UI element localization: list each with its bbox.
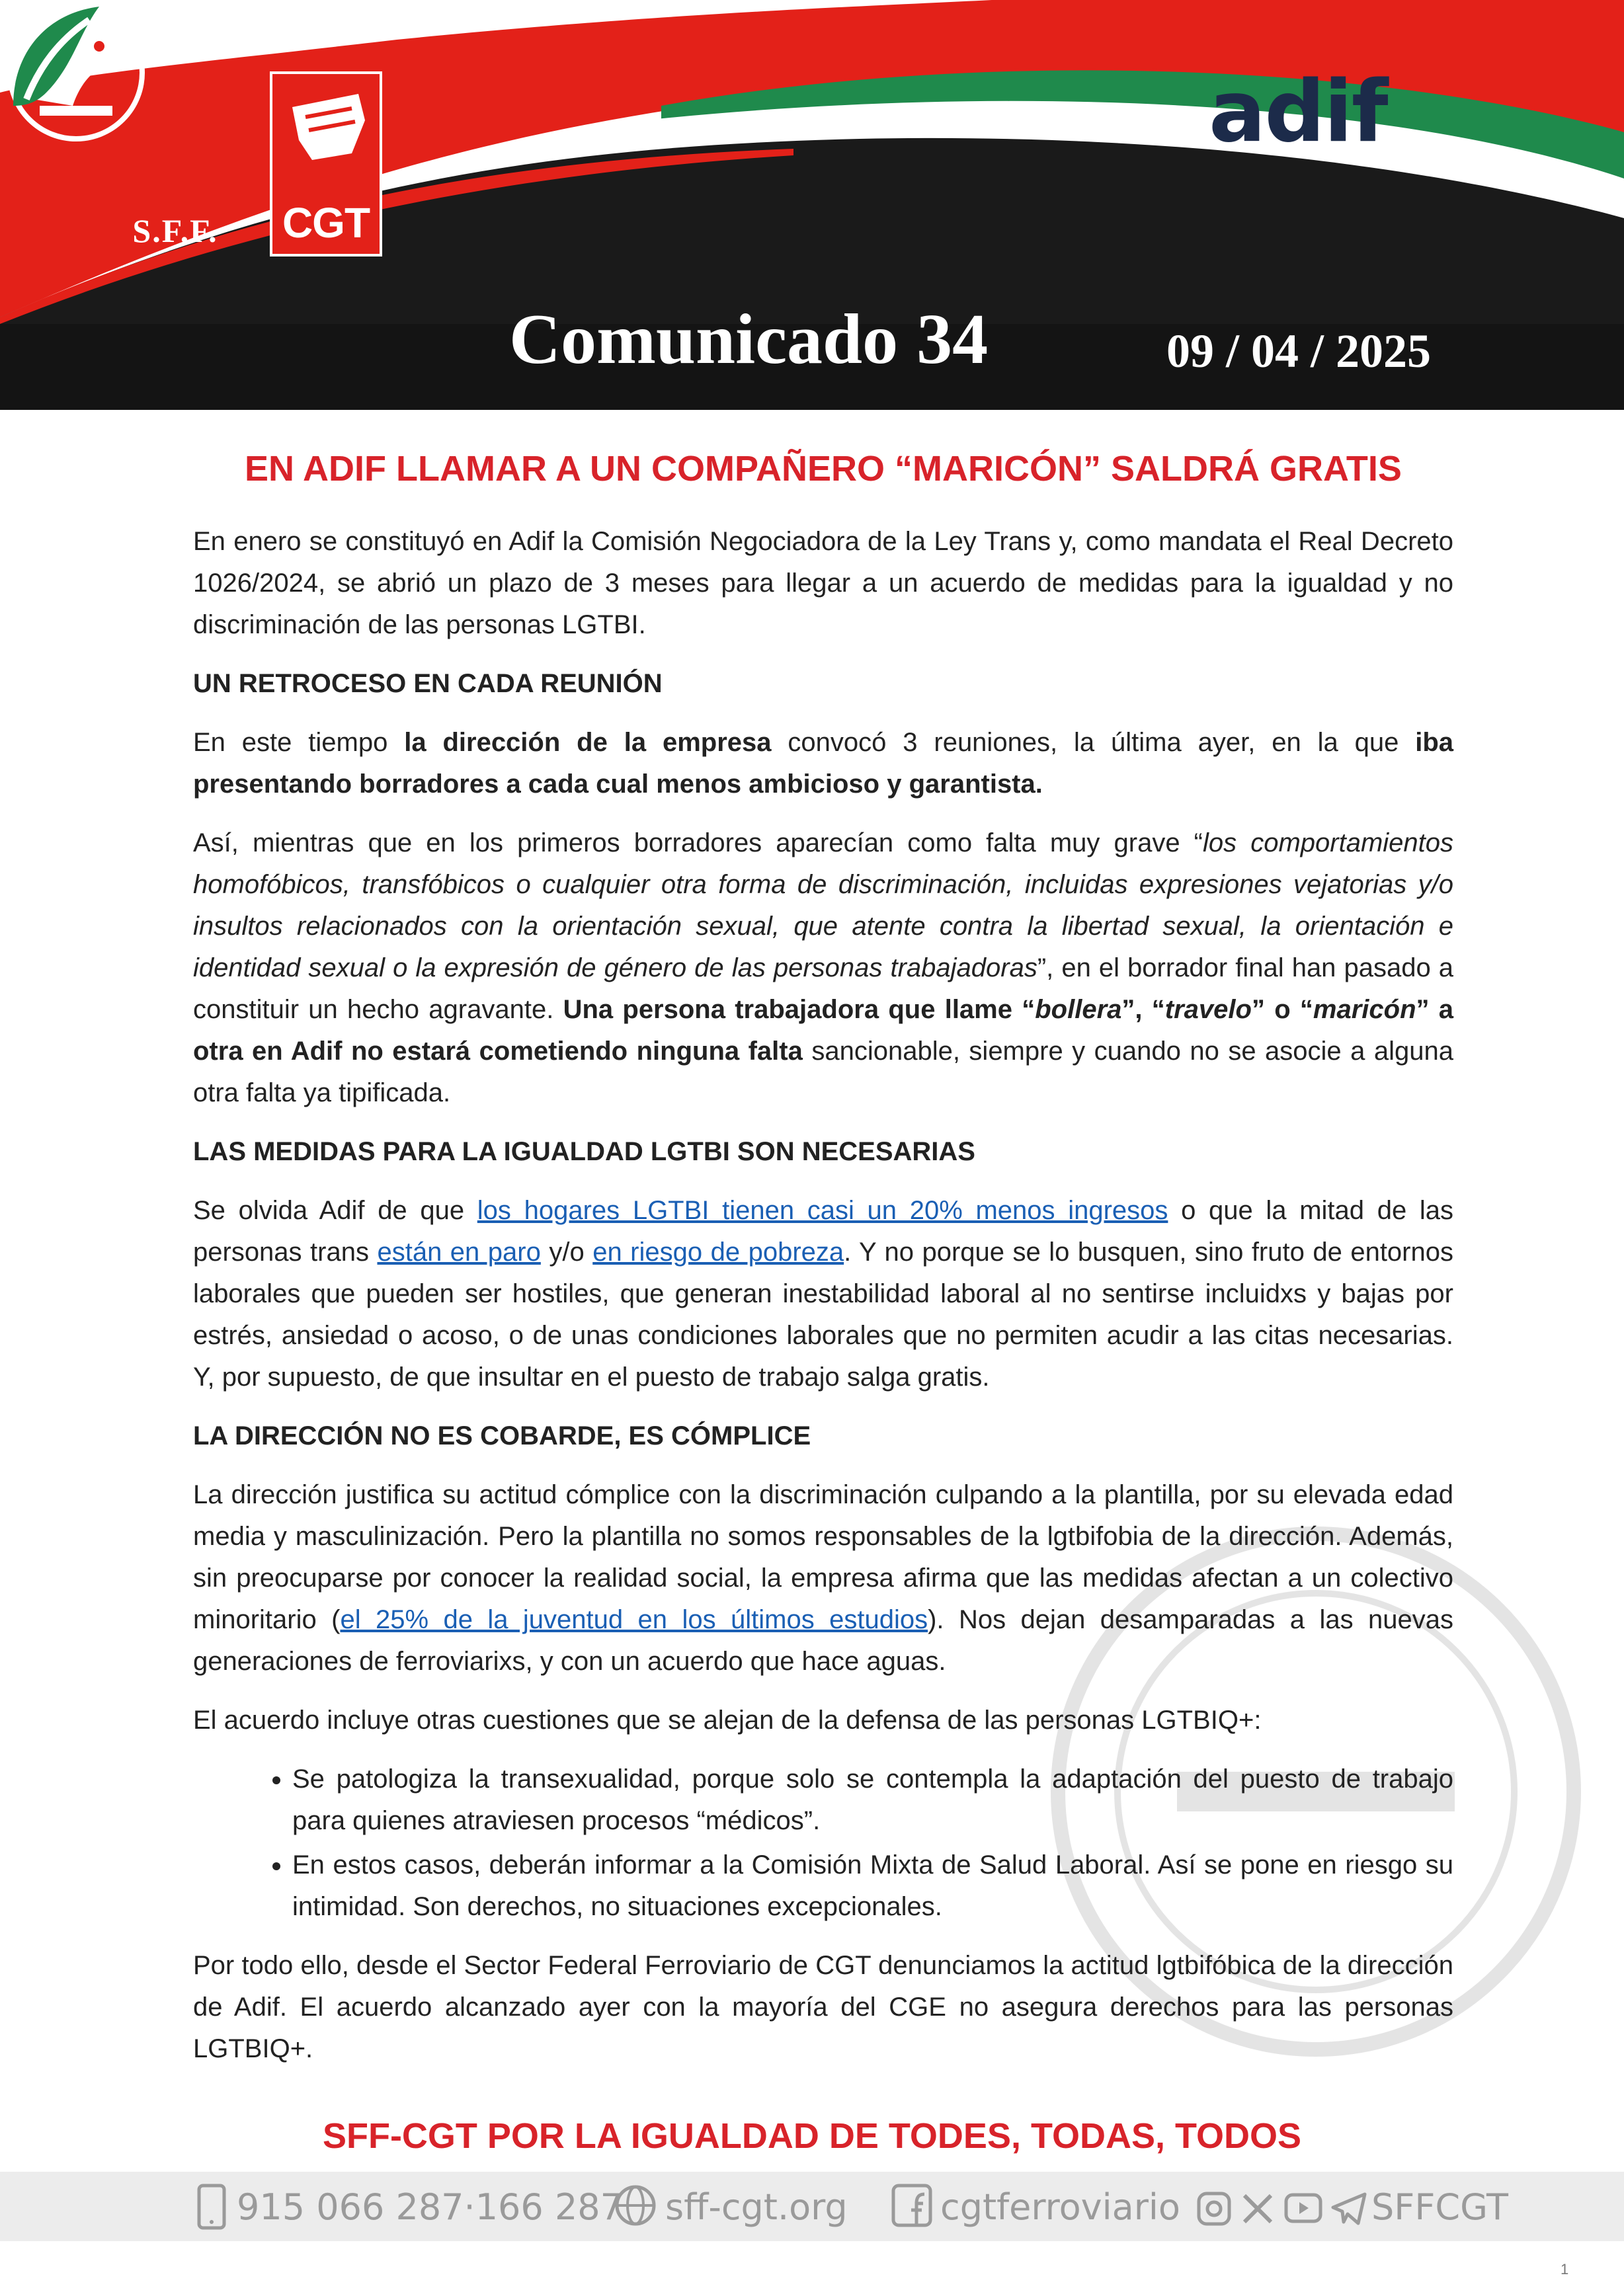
- text-span: ”, “: [1121, 995, 1165, 1024]
- text-span: sancionable, siempre y cuando no se asocie a alguna otra falta ya tipificada.: [193, 1037, 1453, 1107]
- paragraph-acuerdo: El acuerdo incluye otras cuestiones que se alejan de la defensa de las personas LGTBIQ+:: [193, 1706, 1262, 1735]
- adif-wordmark: adif: [1209, 63, 1387, 161]
- link-hogares-lgtbi[interactable]: los hogares LGTBI tienen casi un 20% menos ingresos: [477, 1196, 1168, 1225]
- paragraph-medidas: [193, 1190, 1453, 1398]
- comunicado-number: 34: [916, 300, 989, 379]
- italic-word: bollera: [1035, 995, 1122, 1024]
- comunicado-label: Comunicado: [509, 300, 899, 379]
- youtube-icon: [1284, 2193, 1322, 2223]
- cgt-label: CGT: [282, 199, 370, 247]
- text-span: Se olvida Adif de que: [193, 1196, 477, 1225]
- document-body: [193, 436, 1453, 2087]
- footer-facebook[interactable]: cgtferroviario: [940, 2186, 1180, 2228]
- list-item: • Se patologiza la transexualidad, porque solo se contempla la adaptación del puesto de trabajo para quienes atraviesen procesos “médicos”.: [292, 1759, 1453, 1842]
- text-span: Así, mientras que en los primeros borradores aparecían como falta muy grave “: [193, 828, 1203, 857]
- sff-label: S.F.F.: [132, 212, 218, 249]
- bold-span: iba presentando borradores a cada cual menos ambicioso y garantista.: [193, 728, 1454, 799]
- text-span: ). Nos dejan desamparadas a las nuevas generaciones de ferroviarixs, y con un acuerdo que hace aguas.: [193, 1605, 1453, 1676]
- footer-website[interactable]: sff-cgt.org: [665, 2186, 848, 2228]
- subheading-complice: LA DIRECCIÓN NO ES COBARDE, ES CÓMPLICE: [193, 1421, 811, 1450]
- fist-icon: [272, 81, 380, 200]
- slogan: SFF-CGT POR LA IGUALDAD DE TODES, TODAS, TODOS: [322, 2116, 1302, 2156]
- subheading-retroceso: UN RETROCESO EN CADA REUNIÓN: [193, 669, 663, 698]
- page-number: 1: [1561, 2261, 1569, 2277]
- footer-social-handle[interactable]: SFFCGT: [1371, 2186, 1509, 2228]
- header-banner: [0, 0, 1624, 410]
- bold-span: la dirección de la empresa: [404, 728, 772, 757]
- text-span: o que la mitad de las personas trans: [193, 1196, 1454, 1267]
- text-span: convocó 3 reuniones, la última ayer, en la que: [771, 728, 1416, 757]
- link-paro[interactable]: están en paro: [377, 1238, 541, 1267]
- text-span: ”, en el borrador final han pasado a constituir un hecho agravante.: [193, 953, 1453, 1024]
- text-span: Una persona trabajadora que llame “: [563, 995, 1035, 1024]
- subheading-medidas: LAS MEDIDAS PARA LA IGUALDAD LGTBI SON NECESARIAS: [193, 1137, 975, 1166]
- comunicado-date: 09 / 04 / 2025: [1166, 325, 1432, 377]
- italic-quote: los comportamientos homofóbicos, transfóbicos o cualquier otra forma de discriminación, incluidas expresiones vejatorias y/o insultos relacionados con la orientación sexual, que atente contra la libertad sexual, la orientación e identidad sexual o la expresión de género de las personas trabajadoras: [193, 828, 1453, 982]
- italic-word: travelo: [1164, 995, 1252, 1024]
- italic-word: maricón: [1313, 995, 1416, 1024]
- text-span: y/o: [540, 1238, 593, 1267]
- paragraph-borradores: [193, 822, 1453, 1114]
- cgt-logo: [270, 71, 382, 257]
- link-juventud-estudios[interactable]: el 25% de la juventud en los últimos estudios: [340, 1605, 928, 1634]
- text-span: En este tiempo: [193, 728, 405, 757]
- footer-contact-bar: [0, 2172, 1624, 2241]
- text-span: ” a otra en Adif no estará cometiendo ninguna falta: [193, 995, 1453, 1066]
- phone-icon: [197, 2184, 226, 2230]
- paragraph-intro: En enero se constituyó en Adif la Comisión Negociadora de la Ley Trans y, como mandata el Real Decreto 1026/2024, se abrió un plazo de 3 meses para llegar a un acuerdo de medidas para la igualdad y no discriminación de las personas LGTBI.: [193, 527, 1453, 639]
- headline: EN ADIF LLAMAR A UN COMPAÑERO “MARICÓN” SALDRÁ GRATIS: [245, 449, 1402, 489]
- list-item: • En estos casos, deberán informar a la Comisión Mixta de Salud Laboral. Así se pone en riesgo su intimidad. Son derechos, no situaciones excepcionales.: [292, 1844, 1453, 1928]
- text-span: ” o “: [1251, 995, 1313, 1024]
- comunicado-title: [509, 299, 988, 381]
- text-span: . Y no porque se lo busquen, sino fruto de entornos laborales que pueden ser hostiles, que generan inestabilidad laboral al no sentirse incluidxs y bajas por estrés, ansiedad o acoso, o de unas condiciones laborales que no permiten acudir a las citas necesarias. Y, por supuesto, de que insultar en el puesto de trabajo salga gratis.: [193, 1238, 1453, 1392]
- adif-leaf-icon: [0, 0, 106, 112]
- paragraph-complice: [193, 1474, 1453, 1682]
- paragraph-conclusion: Por todo ello, desde el Sector Federal Ferroviario de CGT denunciamos la actitud lgtbifóbica de la dirección de Adif. El acuerdo alcanzado ayer con la mayoría del CGE no asegura derechos para las personas LGTBIQ+.: [193, 1951, 1453, 2063]
- telegram-icon: [1330, 2192, 1367, 2226]
- paragraph-reuniones: [193, 722, 1453, 805]
- facebook-icon: [891, 2184, 932, 2227]
- globe-icon: [614, 2184, 657, 2227]
- instagram-icon: [1197, 2192, 1231, 2226]
- link-pobreza[interactable]: en riesgo de pobreza: [592, 1238, 844, 1267]
- footer-phone: 915 066 287·166 287: [237, 2186, 624, 2228]
- x-twitter-icon: [1240, 2192, 1275, 2226]
- text-span: La dirección justifica su actitud cómplice con la discriminación culpando a la plantilla, por su elevada edad media y masculinización. Pero la plantilla no somos responsables de la lgtbifobia de la dirección. Además, sin preocuparse por conocer la realidad social, la empresa afirma que las medidas afectan a un colectivo minoritario (: [193, 1480, 1453, 1634]
- bullet-list: [193, 1759, 1453, 1928]
